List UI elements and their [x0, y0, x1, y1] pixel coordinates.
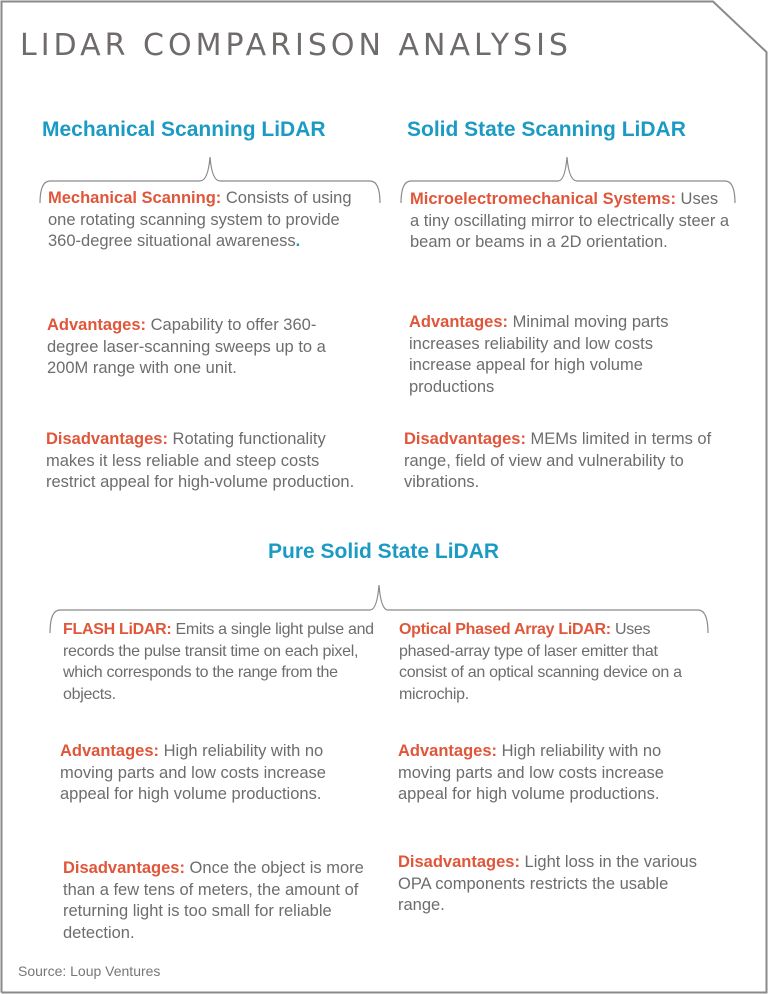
advantages-label: Advantages: — [398, 742, 498, 760]
opa-disadvantages — [398, 852, 703, 917]
mechanical-definition — [48, 188, 368, 253]
mechanical-definition-label: Mechanical Scanning: — [48, 189, 222, 207]
disadvantages-label: Disadvantages: — [63, 859, 185, 877]
advantages-text: High reliability with no moving parts and low costs increase appeal for high volume productions. — [398, 742, 664, 803]
solid-state-disadvantages — [404, 429, 724, 494]
period-accent: . — [295, 232, 301, 250]
solid-state-definition-label: Microelectromechanical Systems: — [410, 190, 676, 208]
disadvantages-text: MEMs limited in terms of range, field of view and vulnerability to vibrations. — [404, 430, 712, 491]
flash-definition-text: Emits a single light pulse and records the pulse transit time on each pixel, which corresponds to the range from the objects. — [63, 621, 374, 703]
disadvantages-label: Disadvantages: — [398, 853, 520, 871]
flash-disadvantages — [63, 858, 383, 944]
disadvantages-label: Disadvantages: — [46, 430, 168, 448]
opa-definition-text: Uses phased-array type of laser emitter that consist of an optical scanning device on a microchip. — [399, 621, 682, 703]
source-credit: Source: Loup Ventures — [18, 963, 161, 979]
flash-definition-label: FLASH LiDAR: — [63, 621, 172, 638]
advantages-text: Minimal moving parts increases reliability and low costs increase appeal for high volume productions — [409, 313, 669, 396]
mechanical-disadvantages — [46, 429, 366, 494]
mechanical-advantages — [47, 315, 357, 380]
advantages-label: Advantages: — [47, 316, 147, 334]
disadvantages-text: Light loss in the various OPA components restricts the usable range. — [398, 853, 697, 914]
solid-state-definition — [410, 189, 730, 254]
advantages-text: High reliability with no moving parts and low costs increase appeal for high volume productions. — [60, 742, 326, 803]
opa-definition-label: Optical Phased Array LiDAR: — [399, 621, 611, 638]
disadvantages-label: Disadvantages: — [404, 430, 526, 448]
heading-mechanical-lidar: Mechanical Scanning LiDAR — [42, 118, 326, 141]
advantages-label: Advantages: — [60, 742, 160, 760]
flash-definition — [63, 619, 383, 705]
advantages-label: Advantages: — [409, 313, 509, 331]
page-title: LIDAR COMPARISON ANALYSIS — [20, 28, 572, 63]
advantages-text: Capability to offer 360-degree laser-scanning sweeps up to a 200M range with one unit. — [47, 316, 326, 377]
solid-state-advantages — [409, 312, 709, 398]
disadvantages-text: Rotating functionality makes it less reliable and steep costs restrict appeal for high-volume production. — [46, 430, 355, 491]
opa-advantages — [398, 741, 698, 806]
solid-state-definition-text: Uses a tiny oscillating mirror to electrically steer a beam or beams in a 2D orientation. — [410, 190, 730, 251]
heading-solid-state-lidar: Solid State Scanning LiDAR — [407, 118, 686, 141]
opa-definition — [399, 619, 704, 705]
disadvantages-text: Once the object is more than a few tens of meters, the amount of returning light is too small for reliable detection. — [63, 859, 364, 942]
heading-pure-solid-state-lidar: Pure Solid State LiDAR — [268, 540, 500, 563]
mechanical-definition-text: Consists of using one rotating scanning system to provide 360-degree situational awareness — [48, 189, 352, 250]
flash-advantages — [60, 741, 360, 806]
